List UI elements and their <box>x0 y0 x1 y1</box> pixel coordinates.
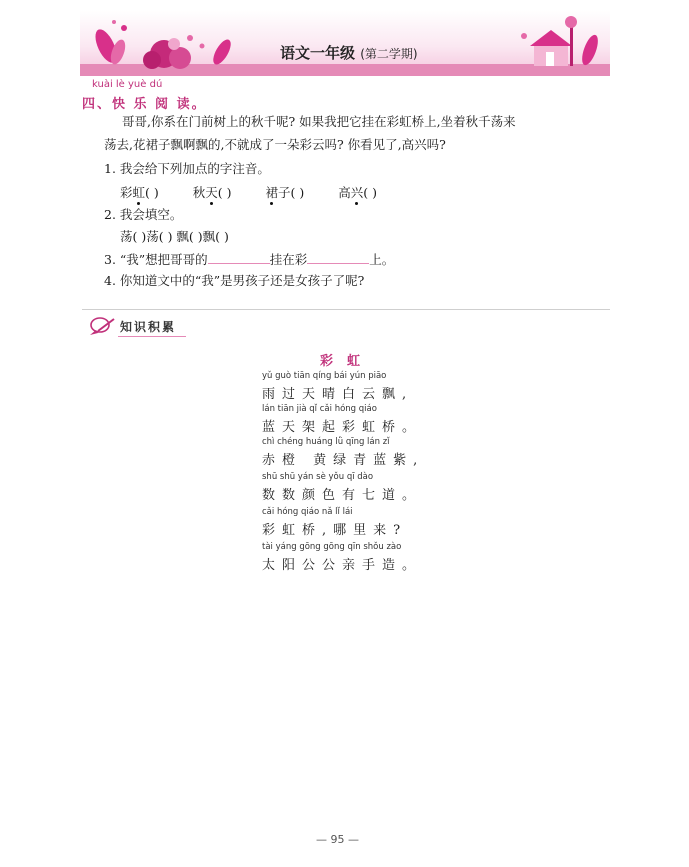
blank-1[interactable] <box>208 251 270 264</box>
page-title <box>280 42 418 63</box>
passage-line-1: 哥哥,你系在门前树上的秋千呢? 如果我把它挂在彩虹桥上,坐着秋千荡来 <box>122 114 516 129</box>
poem-line-1: 雨过天晴白云飘, <box>262 387 414 402</box>
poem-pinyin-6: tài yáng gōng gōng qīn shǒu zào <box>262 542 402 552</box>
divider-line <box>82 309 610 310</box>
blank-2[interactable] <box>307 251 369 264</box>
passage-line-2: 荡去,花裙子飘啊飘的,不就成了一朵彩云吗? 你看见了,高兴吗? <box>104 137 446 152</box>
house-decoration-icon <box>516 14 606 72</box>
poem-line-2: 蓝天架起彩虹桥。 <box>262 420 423 435</box>
item-caihong: 彩虹( ) <box>120 185 159 200</box>
question-3: 3. “我”想把哥哥的 挂在彩 上。 <box>104 252 395 267</box>
poem-line-4: 数数颜色有七道。 <box>262 488 423 503</box>
page-number: — 95 — <box>316 833 359 846</box>
section-title: 四、快 乐 阅 读。 <box>82 97 207 112</box>
poem-pinyin-1: yǔ guò tiān qíng bái yún piāo <box>262 371 387 381</box>
knowledge-underline <box>118 336 186 337</box>
item-gaoxing: 高兴( ) <box>338 185 377 200</box>
poem-line-5: 彩虹桥,哪里来? <box>262 523 408 538</box>
book-subtitle: (第二学期) <box>360 47 418 61</box>
item-qiutian: 秋天( ) <box>192 185 232 200</box>
question-4: 4. 你知道文中的“我”是男孩子还是女孩子了呢? <box>104 273 365 288</box>
question-2: 2. 我会填空。 <box>104 207 183 222</box>
book-title: 语文一年级 <box>280 44 356 62</box>
question-1: 1. 我会给下列加点的字注音。 <box>104 161 270 176</box>
poem-pinyin-2: lán tiān jià qǐ cǎi hóng qiáo <box>262 404 377 414</box>
poem-line-6: 太阳公公亲手造。 <box>262 558 423 573</box>
knowledge-label: 知识积累 <box>120 320 177 334</box>
poem-pinyin-3: chì chéng huáng lǜ qīng lán zǐ <box>262 437 390 447</box>
item-qunzi: 裙子( ) <box>265 185 305 200</box>
flower-decoration-icon <box>84 16 234 72</box>
poem-pinyin-5: cǎi hóng qiáo nǎ lǐ lái <box>262 507 353 517</box>
section-pinyin: kuài lè yuè dú <box>92 79 163 90</box>
poem-title: 彩虹 <box>320 354 375 369</box>
question-1-items <box>120 185 377 201</box>
poem-pinyin-4: shū shū yán sè yǒu qī dào <box>262 472 374 482</box>
poem-line-3: 赤橙 黄绿青蓝紫, <box>262 453 425 468</box>
question-2-blanks: 荡( )荡( ) 飘( )飘( ) <box>120 229 229 244</box>
pen-icon <box>88 313 116 337</box>
